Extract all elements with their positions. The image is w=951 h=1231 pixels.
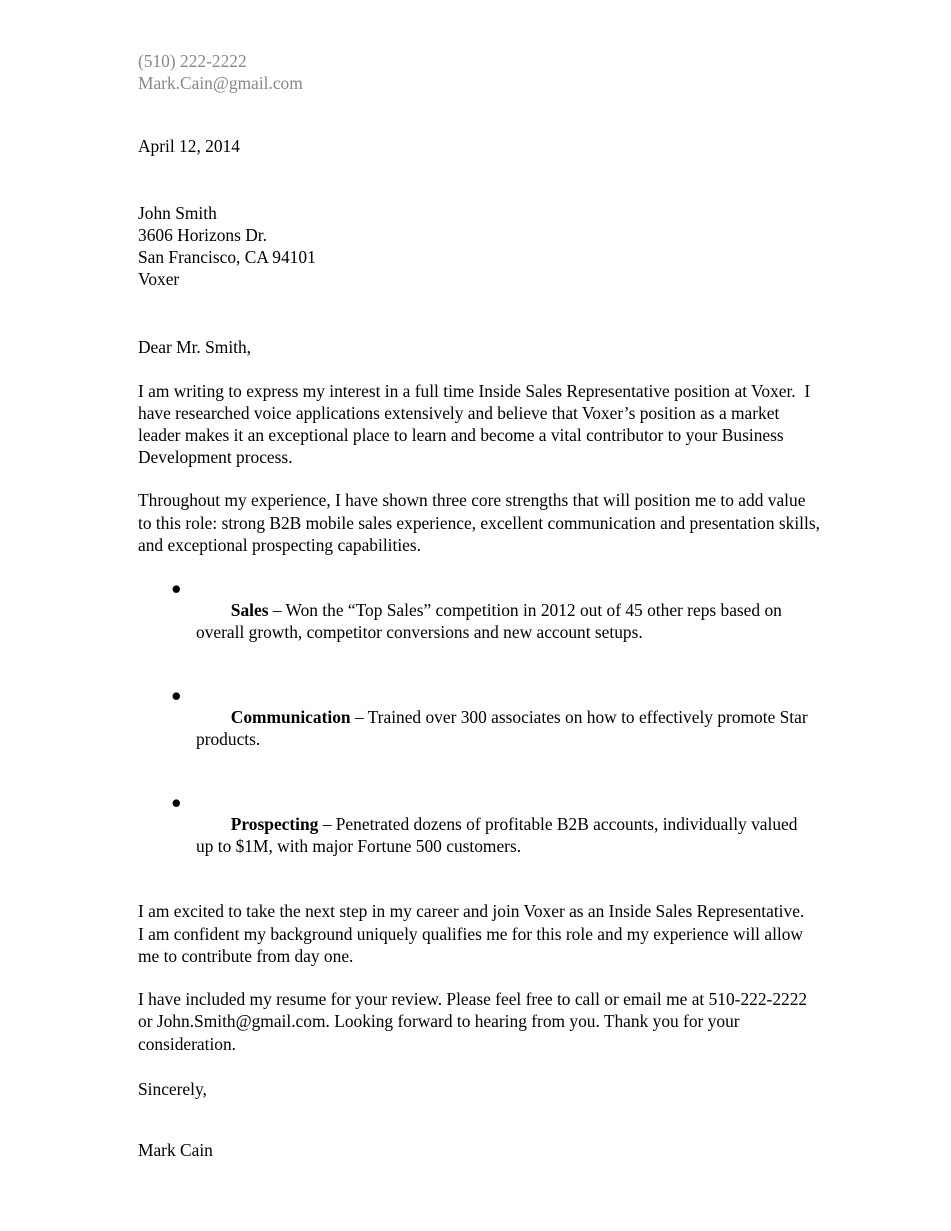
letter-body — [138, 50, 825, 1161]
signature-name: Mark Cain — [138, 1139, 213, 1160]
bullet-icon: ● — [171, 684, 182, 705]
bullet-term: Sales — [230, 600, 269, 621]
paragraph-call-to-action: I am excited to take the next step in my career and join Voxer as an Inside Sales Representative. I am confident my background uniquely qualifies me for this role and my experience will allow me to contribute from day one. — [138, 901, 813, 966]
letter-date: April 12, 2014 — [138, 136, 240, 157]
recipient-name: John Smith — [138, 202, 217, 223]
sender-contact-block — [138, 50, 813, 94]
sender-phone: (510) 222-2222 — [138, 51, 247, 71]
recipient-company: Voxer — [138, 269, 180, 290]
strengths-list — [138, 577, 813, 879]
recipient-street: 3606 Horizons Dr. — [138, 224, 267, 245]
bullet-term: Communication — [230, 707, 351, 728]
list-item — [138, 684, 816, 773]
list-item — [138, 577, 816, 666]
bullet-text: – Trained over 300 associates on how to effectively promote Star products. — [196, 707, 813, 750]
closing-salutation: Sincerely, — [138, 1078, 207, 1099]
bullet-icon: ● — [171, 578, 182, 599]
paragraph-strengths-lead: Throughout my experience, I have shown three core strengths that will position me to add value to this role: strong B2B mobile sales experience, excellent communication and presentation skills, and exceptional prospecting capabilities. — [138, 490, 825, 555]
bullet-text: – Penetrated dozens of profitable B2B accounts, individually valued up to $1M, with major Fortune 500 customers. — [196, 813, 802, 857]
recipient-address-block — [138, 202, 813, 291]
recipient-city-state-zip: San Francisco, CA 94101 — [138, 247, 316, 268]
bullet-text: – Won the “Top Sales” competition in 2012 out of 45 other reps based on overall growth, competitor conversions and new account setups. — [196, 600, 787, 643]
bullet-icon: ● — [171, 791, 182, 812]
sender-email: Mark.Cain@gmail.com — [138, 73, 303, 94]
paragraph-closing-info: I have included my resume for your review. Please feel free to call or email me at 510-222-2222 or John.Smith@gmail.com. Looking forward to hearing from you. Thank you for your consideration. — [138, 989, 812, 1054]
list-item — [138, 791, 816, 880]
paragraph-intro: I am writing to express my interest in a full time Inside Sales Representative position at Voxer. I have researched voice applications extensively and believe that Voxer’s position as a market leader makes it an exceptional place to learn and become a vital contributor to your Business Development process. — [138, 380, 815, 468]
salutation: Dear Mr. Smith, — [138, 337, 252, 358]
bullet-term: Prospecting — [230, 813, 319, 834]
